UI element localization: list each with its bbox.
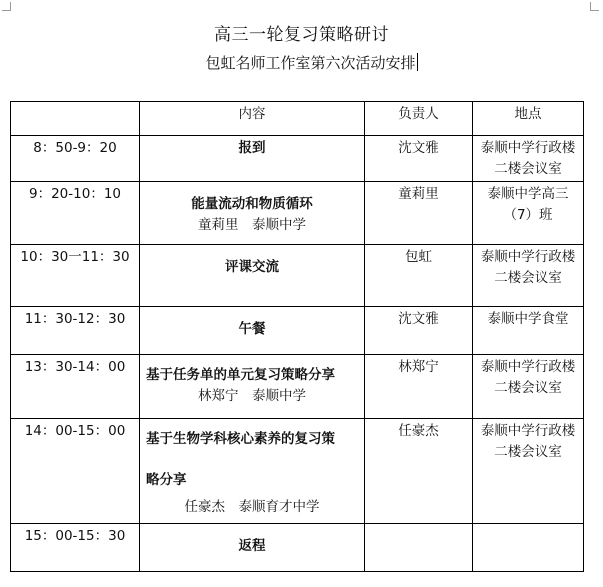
person-cell[interactable]: 沈文雅	[365, 307, 473, 355]
person-cell[interactable]: 林郑宁	[365, 355, 473, 419]
place-line: 泰顺中学行政楼	[480, 140, 576, 156]
document-title[interactable]: 高三一轮复习策略研讨	[214, 25, 389, 45]
content-cell[interactable]	[140, 419, 365, 524]
place-cell[interactable]	[473, 245, 584, 307]
session-topic: 评课交流	[225, 259, 279, 275]
content-cell[interactable]	[140, 355, 365, 419]
text-cursor	[417, 53, 418, 71]
time-cell[interactable]: 9：20-10：10	[11, 182, 140, 245]
table-row	[11, 136, 584, 182]
table-row	[11, 355, 584, 419]
place-cell[interactable]	[473, 419, 584, 524]
session-speaker: 童莉里 泰顺中学	[198, 217, 306, 233]
time-cell[interactable]: 15：00-15：30	[11, 524, 140, 572]
place-line: 二楼会议室	[494, 161, 562, 177]
session-topic: 报到	[238, 140, 266, 156]
session-speaker: 林郑宁 泰顺中学	[198, 388, 306, 404]
place-line: 泰顺中学食堂	[487, 311, 569, 327]
schedule-table[interactable]	[10, 101, 584, 572]
person-cell[interactable]: 童莉里	[365, 182, 473, 245]
table-row	[11, 419, 584, 524]
session-speaker: 任豪杰 泰顺育才中学	[184, 499, 320, 515]
person-cell[interactable]	[365, 524, 473, 572]
table-row	[11, 524, 584, 572]
page-corner-mark	[2, 2, 11, 11]
table-row	[11, 182, 584, 245]
session-topic-line: 略分享	[146, 472, 187, 488]
place-line: 泰顺中学行政楼	[480, 423, 576, 439]
document-subtitle[interactable]	[0, 52, 603, 73]
subtitle-text: 包虹名师工作室第六次活动安排	[205, 54, 416, 72]
time-cell[interactable]: 8：50-9：20	[11, 136, 140, 182]
place-line: 二楼会议室	[494, 380, 562, 396]
content-cell[interactable]	[140, 245, 365, 307]
page-corner-mark	[590, 2, 599, 11]
session-topic: 午餐	[238, 321, 266, 337]
person-cell[interactable]: 沈文雅	[365, 136, 473, 182]
header-person[interactable]: 负责人	[365, 102, 473, 136]
place-line: 泰顺中学行政楼	[480, 359, 576, 375]
place-line: 泰顺中学高三	[487, 186, 569, 202]
place-cell[interactable]	[473, 355, 584, 419]
header-place[interactable]: 地点	[473, 102, 584, 136]
time-cell[interactable]: 11：30-12：30	[11, 307, 140, 355]
place-line: 二楼会议室	[494, 270, 562, 286]
person-cell[interactable]: 任豪杰	[365, 419, 473, 524]
content-cell[interactable]	[140, 182, 365, 245]
header-content[interactable]: 内容	[140, 102, 365, 136]
content-cell[interactable]	[140, 524, 365, 572]
header-time[interactable]	[11, 102, 140, 136]
table-row	[11, 307, 584, 355]
place-cell[interactable]	[473, 307, 584, 355]
session-topic: 返程	[238, 538, 266, 554]
place-line: （7）班	[503, 207, 553, 223]
session-topic-line: 基于生物学科核心素养的复习策	[146, 431, 335, 447]
content-cell[interactable]	[140, 307, 365, 355]
place-cell[interactable]	[473, 136, 584, 182]
session-topic: 基于任务单的单元复习策略分享	[146, 367, 335, 383]
time-cell[interactable]: 14：00-15：00	[11, 419, 140, 524]
person-cell[interactable]: 包虹	[365, 245, 473, 307]
place-cell[interactable]	[473, 182, 584, 245]
content-cell[interactable]	[140, 136, 365, 182]
place-line: 二楼会议室	[494, 444, 562, 460]
table-header-row	[11, 102, 584, 136]
table-row	[11, 245, 584, 307]
time-cell[interactable]: 13：30-14：00	[11, 355, 140, 419]
place-cell[interactable]	[473, 524, 584, 572]
place-line: 泰顺中学行政楼	[480, 249, 576, 265]
time-cell[interactable]: 10：30一11：30	[11, 245, 140, 307]
session-topic: 能量流动和物质循环	[191, 196, 313, 212]
